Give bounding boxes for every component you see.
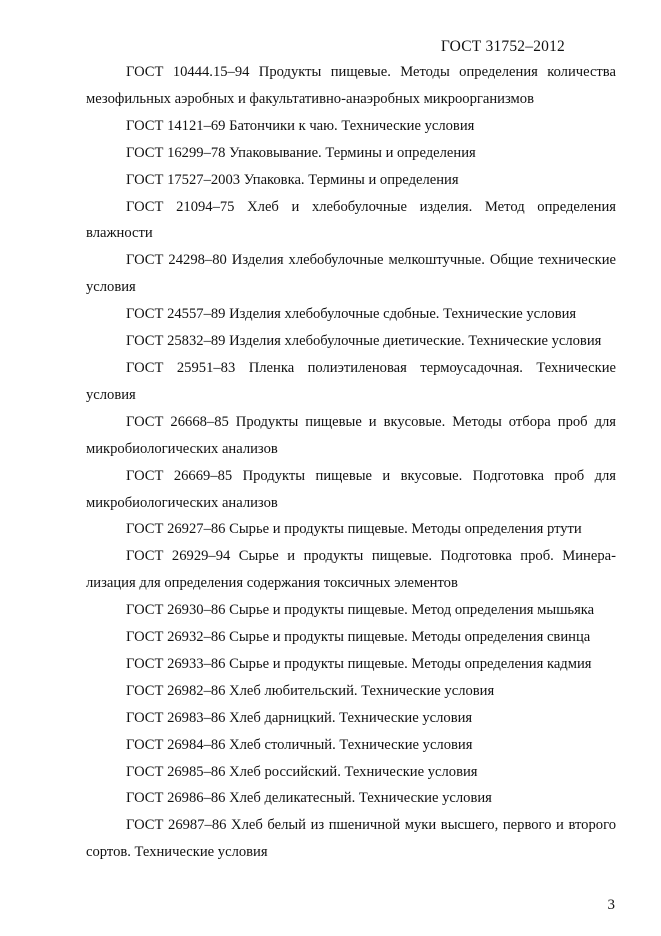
reference-entry: ГОСТ 26982–86 Хлеб любительский. Технические условия <box>126 682 495 699</box>
reference-entry: ГОСТ 26929–94 Сырье и продукты пищевые. Подготовка проб. Минерализация для определения содержания токсичных элементов <box>86 548 616 592</box>
reference-entry: ГОСТ 26930–86 Сырье и продукты пищевые. Метод определения мышьяка <box>126 602 595 619</box>
reference-entry: ГОСТ 26987–86 Хлеб белый из пшеничной муки высшего, первого и второго сортов. Технические условия <box>86 817 616 861</box>
reference-entry: ГОСТ 25832–89 Изделия хлебобулочные диетические. Технические условия <box>126 333 602 350</box>
reference-entry: ГОСТ 16299–78 Упаковывание. Термины и определения <box>126 144 476 161</box>
reference-entry: ГОСТ 26927–86 Сырье и продукты пищевые. Методы определения ртути <box>126 521 582 538</box>
reference-entry: ГОСТ 26669–85 Продукты пищевые и вкусовые. Подготовка проб для микробиологических анализов <box>86 467 616 511</box>
reference-entry: ГОСТ 26984–86 Хлеб столичный. Технические условия <box>126 736 473 753</box>
reference-entry: ГОСТ 26985–86 Хлеб российский. Технические условия <box>126 763 478 780</box>
reference-entry: ГОСТ 10444.15–94 Продукты пищевые. Методы определения количества мезофильных аэробных и факультативно-анаэробных микроорганизмов <box>86 64 616 107</box>
reference-entry: ГОСТ 17527–2003 Упаковка. Термины и определения <box>126 171 459 188</box>
reference-entry: ГОСТ 26986–86 Хлеб деликатесный. Технические условия <box>126 790 492 807</box>
reference-entry: ГОСТ 26668–85 Продукты пищевые и вкусовые. Методы отбора проб для микробиологических анализов <box>86 413 616 457</box>
reference-entry: ГОСТ 24557–89 Изделия хлебобулочные сдобные. Технические условия <box>126 306 577 323</box>
page-number: 3 <box>607 897 615 913</box>
reference-entry: ГОСТ 14121–69 Батончики к чаю. Технические условия <box>126 117 475 134</box>
normative-references-list <box>86 59 616 866</box>
reference-entry: ГОСТ 25951–83 Пленка полиэтиленовая термоусадочная. Технические условия <box>86 359 616 403</box>
reference-entry: ГОСТ 21094–75 Хлеб и хлебобулочные изделия. Метод определения влажности <box>86 198 616 242</box>
document-number-header: ГОСТ 31752–2012 <box>440 38 565 55</box>
reference-entry: ГОСТ 26983–86 Хлеб дарницкий. Технические условия <box>126 709 473 726</box>
reference-entry: ГОСТ 26933–86 Сырье и продукты пищевые. Методы определения кадмия <box>126 655 592 672</box>
reference-entry: ГОСТ 26932–86 Сырье и продукты пищевые. Методы определения свинца <box>126 629 591 646</box>
reference-entry: ГОСТ 24298–80 Изделия хлебобулочные мелкоштучные. Общие технические условия <box>86 252 616 296</box>
